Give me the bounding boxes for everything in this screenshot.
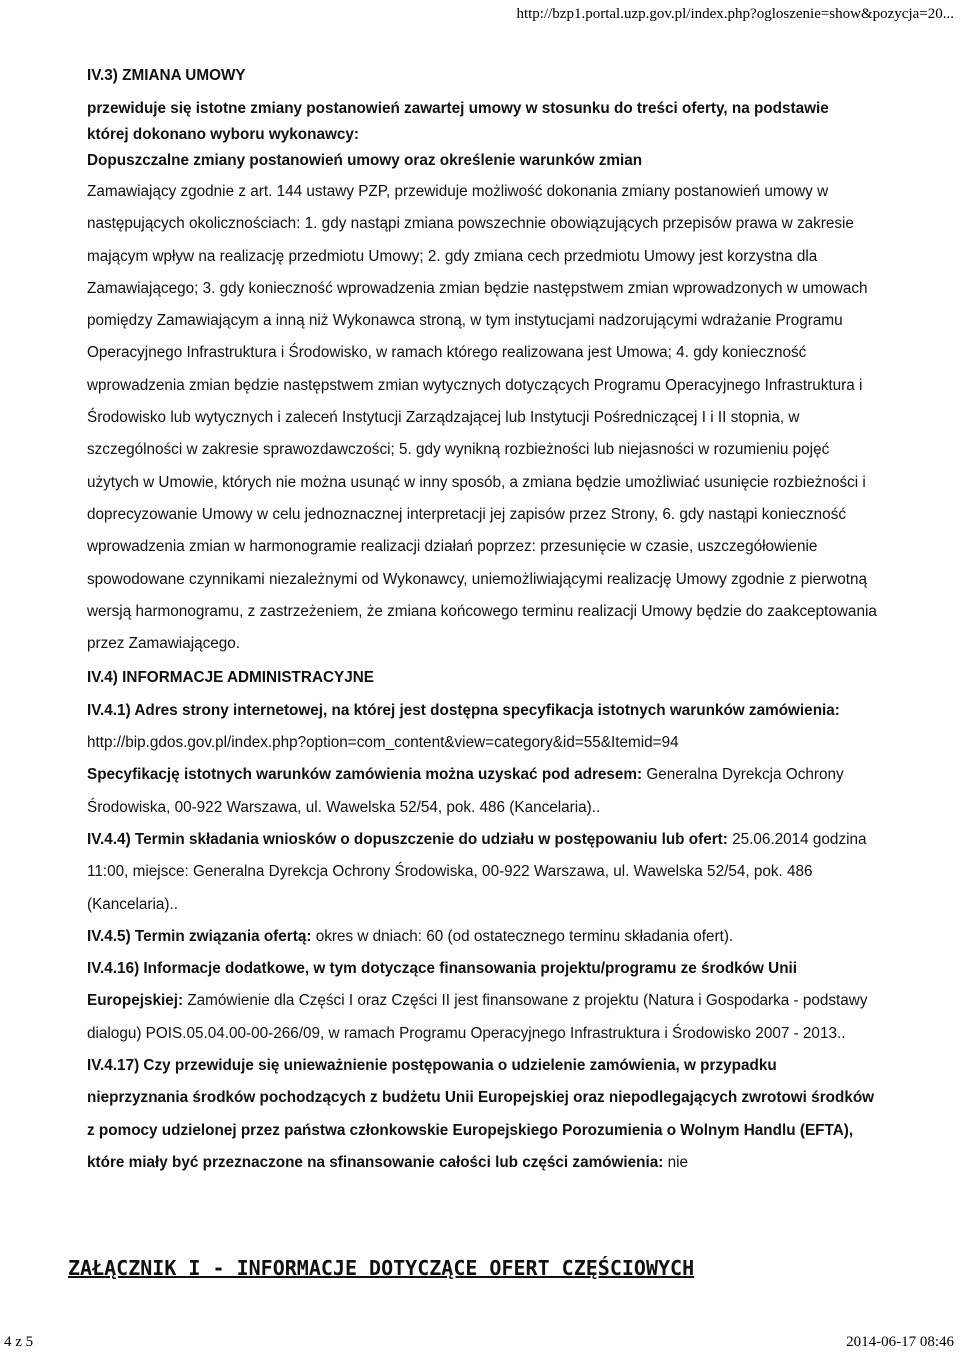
iv3-lead-line-3: Dopuszczalne zmiany postanowień umowy oraz określenie warunków zmian xyxy=(87,152,643,169)
iv444-value: 25.06.2014 godzina 11:00, miejsce: Generalna Dyrekcja Ochrony Środowiska, 00-922 Warszawa, ul. Wawelska 52/54, pok. 486 (Kancelaria).. xyxy=(87,830,867,913)
iv4416-block xyxy=(87,953,877,1050)
iv41-label: IV.4.1) Adres strony internetowej, na której jest dostępna specyfikacja istotnych warunków zamówienia: xyxy=(87,701,840,719)
iv444-label: IV.4.4) Termin składania wniosków o dopuszczenie do udziału w postępowaniu lub ofert: xyxy=(87,830,728,848)
page-number: 4 z 5 xyxy=(4,1334,34,1350)
page-url-header: http://bzp1.portal.uzp.gov.pl/index.php?ogloszenie=show&pozycja=20... xyxy=(516,6,954,22)
notice-content xyxy=(87,64,877,1179)
iv4416-value: Zamówienie dla Części I oraz Części II jest finansowane z projektu (Natura i Gospodarka - podstawy dialogu) POIS.05.04.00-00-266/09, w ramach Programu Operacyjnego Infrastruktura i Środowisko 2007 - 2013.. xyxy=(87,992,868,1042)
iv3-body-text: Zamawiający zgodnie z art. 144 ustawy PZP, przewiduje możliwość dokonania zmiany postanowień umowy w następujących okolicznościach: 1. gdy nastąpi zmiana powszechnie obowiązujących przepisów prawa w zakresie mającym wpływ na realizację przedmiotu Umowy; 2. gdy zmiana cech przedmiotu Umowy jest korzystna dla Zamawiającego; 3. gdy konieczność wprowadzenia zmian będzie następstwem zmian wprowadzonych w umowach pomiędzy Zamawiającym a inną niż Wykonawca stroną, w tym instytucjami nadzorującymi wdrażanie Programu Operacyjnego Infrastruktura i Środowisko, w ramach którego realizowana jest Umowa; 4. gdy konieczność wprowadzenia zmian będzie następstwem zmian wytycznych dotyczących Programu Operacyjnego Infrastruktura i Środowisko lub wytycznych i zaleceń Instytucji Zarządzającej lub Instytucji Pośredniczącej I i II stopnia, w szczególności w zakresie sprawozdawczości; 5. gdy wynikną rozbieżności lub niejasności w rozumieniu pojęć użytych w Umowie, których nie można usunąć w inny sposób, a zmiana będzie umożliwiać usunięcie rozbieżności i doprecyzowanie Umowy w celu jednoznacznej interpretacji jej zapisów przez Strony, 6. gdy nastąpi konieczność wprowadzenia zmian w harmonogramie realizacji działań poprzez: przesunięcie w czasie, uszczegółowienie spowodowane czynnikami niezależnymi od Wykonawcy, uniemożliwiającymi realizację Umowy zgodnie z pierwotną wersją harmonogramu, z zastrzeżeniem, że zmiana końcowego terminu realizacji Umowy będzie do zaakceptowania przez Zamawiającego. xyxy=(87,183,877,653)
iv445-value: okres w dniach: 60 (od ostatecznego terminu składania ofert). xyxy=(315,927,734,945)
siwz-value: Generalna Dyrekcja Ochrony Środowiska, 00-922 Warszawa, ul. Wawelska 52/54, pok. 486 (Kancelaria).. xyxy=(87,766,844,816)
iv445-label: IV.4.5) Termin związania ofertą: xyxy=(87,927,312,945)
iv4417-block xyxy=(87,1050,877,1179)
siwz-block xyxy=(87,759,877,824)
iv3-lead-line-1: przewiduje się istotne zmiany postanowień zawartej umowy w stosunku do treści oferty, na podstawie xyxy=(87,100,829,117)
iv41-block xyxy=(87,695,877,760)
section-heading-iv3: IV.3) ZMIANA UMOWY xyxy=(87,67,246,84)
section-heading-iv4: IV.4) INFORMACJE ADMINISTRACYJNE xyxy=(87,669,374,687)
print-datetime: 2014-06-17 08:46 xyxy=(846,1334,954,1350)
iv3-lead-line-2: której dokonano wyboru wykonawcy: xyxy=(87,126,359,143)
iv4416-label: IV.4.16) Informacje dodatkowe, w tym dotyczące finansowania projektu/programu ze środków Unii Europejskiej: xyxy=(87,960,798,1010)
iv4417-value: nie xyxy=(667,1153,689,1171)
annex-title: ZAŁĄCZNIK I - INFORMACJE DOTYCZĄCE OFERT CZĘŚCIOWYCH xyxy=(68,1256,695,1280)
iv445-block xyxy=(87,921,877,953)
siwz-label: Specyfikację istotnych warunków zamówienia można uzyskać pod adresem: xyxy=(87,766,643,784)
iv444-block xyxy=(87,824,877,921)
iv41-value: http://bip.gdos.gov.pl/index.php?option=com_content&view=category&id=55&Itemid=94 xyxy=(87,734,679,752)
iv4417-label: IV.4.17) Czy przewiduje się unieważnienie postępowania o udzielenie zamówienia, w przypadku nieprzyznania środków pochodzących z budżetu Unii Europejskiej oraz niepodlegających zwrotowi środków z pomocy udzielonej przez państwa członkowskie Europejskiego Porozumienia o Wolnym Handlu (EFTA), które miały być przeznaczone na sfinansowanie całości lub części zamówienia: xyxy=(87,1057,875,1171)
